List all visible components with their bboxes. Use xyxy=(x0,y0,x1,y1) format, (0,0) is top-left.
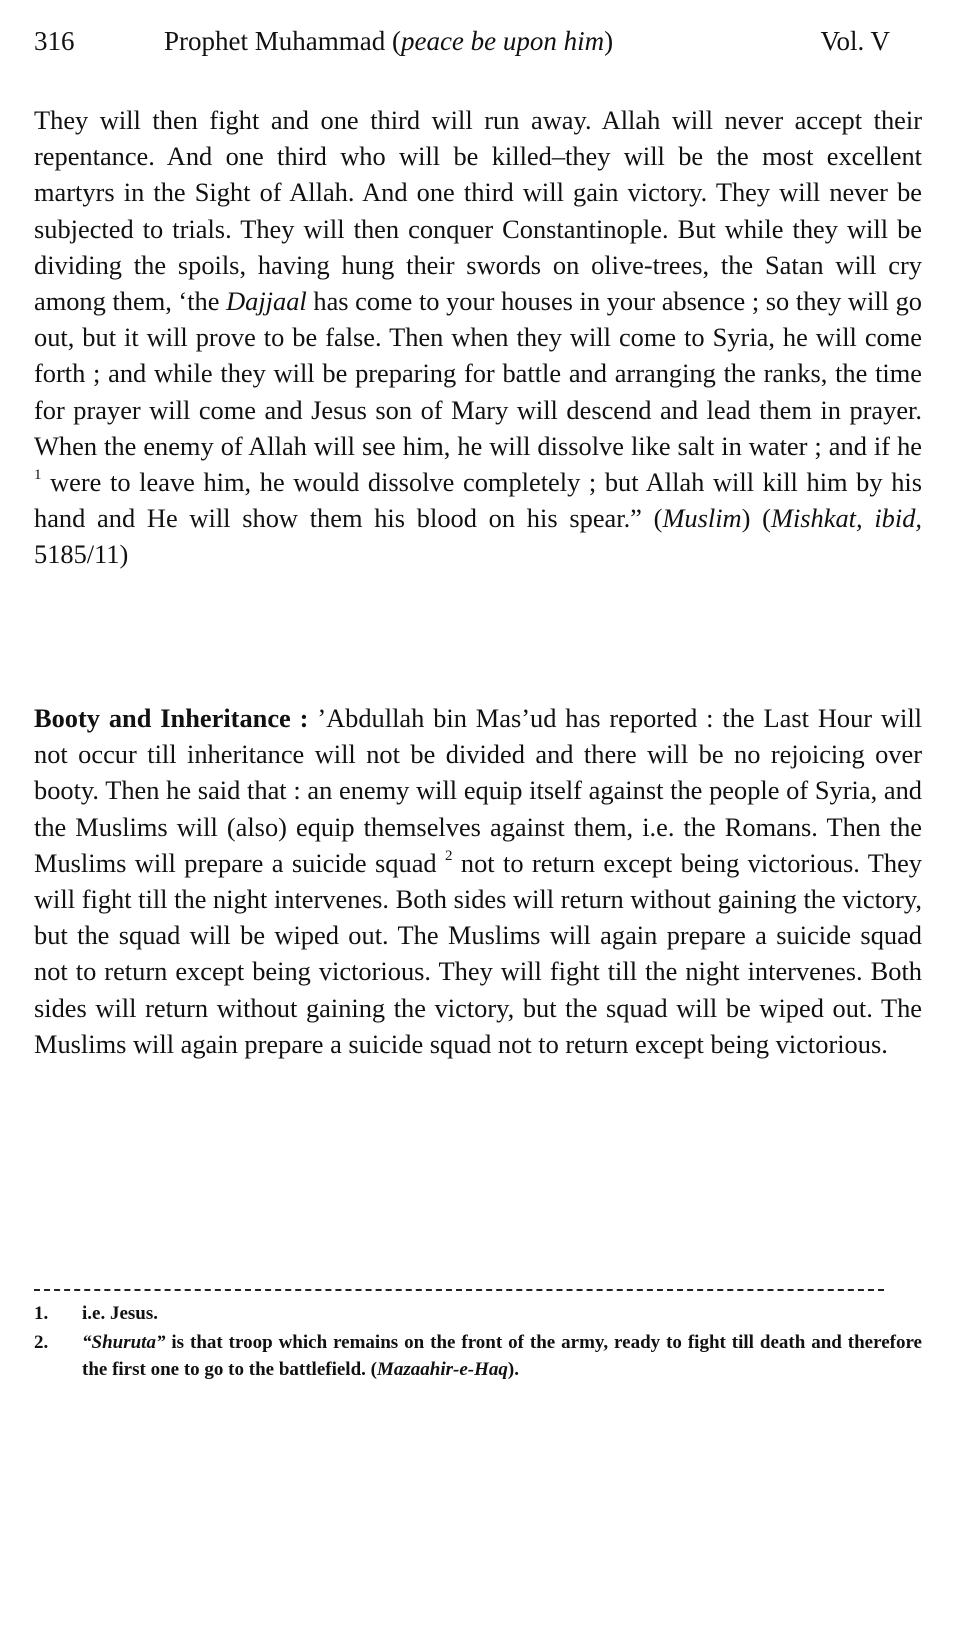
title-italic: peace be upon him xyxy=(400,26,605,56)
footnote-item xyxy=(34,1300,922,1327)
footnote-suffix: ). xyxy=(507,1359,519,1380)
para1-italic-muslim: Muslim xyxy=(662,503,742,534)
para2-text-a: ’Abdullah bin Mas’ud has reported : the Last Hour will not occur till inheritance will not be divided and there will be no rejoicing over booty. Then he said that : an enemy will equip itself against the people of Syria, and the Muslims will (also) equip themselves against them, i.e. the Romans. Then the Muslims will prepare a suicide squad xyxy=(34,703,922,878)
footnote-divider xyxy=(34,1289,884,1291)
footnote-text xyxy=(82,1329,922,1383)
para1-italic-mishkat: Mishkat, ibid, xyxy=(770,503,922,534)
footnote-term: “Shuruta” xyxy=(82,1332,166,1353)
paragraph-booty-inheritance xyxy=(34,700,922,1062)
footnote-item xyxy=(34,1329,922,1383)
section-heading: Booty and Inheritance : xyxy=(34,703,309,733)
page-number: 316 xyxy=(34,26,75,56)
footnote-body: is that troop which remains on the front of the army, ready to fight till death and therefore the first one to go to the battlefield. ( xyxy=(82,1332,922,1380)
footnote-number: 2. xyxy=(34,1332,49,1353)
para2-text-b: not to return except being victorious. They will fight till the night intervenes. Both sides will return without gaining the victory, but the squad will be wiped out. The Muslims will again prepare a suicide squad not to return except being victorious. They will fight till the night intervenes. Both sides will return without gaining the victory, but the squad will be wiped out. The Muslims will again prepare a suicide squad not to return except being victorious. xyxy=(34,847,922,1059)
para1-text-b: has come to your houses in your absence ; so they will go out, but it will prove to be false. Then when they will come to Syria, he will come forth ; and while they will be preparing for battle and arranging the ranks, the time for prayer will come and Jesus son of Mary will descend and lead them in prayer. When the enemy of Allah will see him, he will dissolve like salt in water ; and if he xyxy=(34,286,923,461)
footnote-ref-1[interactable]: 1 xyxy=(34,467,42,484)
title-text: Prophet Muhammad ( xyxy=(164,26,401,56)
footnote-text: i.e. Jesus. xyxy=(82,1303,158,1324)
running-title xyxy=(164,26,613,57)
page-header xyxy=(34,26,890,66)
title-close: ) xyxy=(604,26,614,56)
para1-text-c: were to leave him, he would dissolve completely ; but Allah will kill him by his hand and He will show them his blood on his spear.” ( xyxy=(34,467,922,534)
para1-text-a: They will then fight and one third will run away. Allah will never accept their repentance. And one third who will be killed–they will be the most excellent martyrs in the Sight of Allah. And one third will gain victory. They will never be subjected to trials. They will then conquer Constantinople. But while they will be dividing the spoils, having hung their swords on olive-trees, the Satan will cry among them, ‘the xyxy=(34,105,922,317)
footnotes xyxy=(34,1300,922,1385)
footnote-ref-2[interactable]: 2 xyxy=(445,847,453,864)
para1-text-d: ) ( xyxy=(741,503,771,534)
paragraph-hadith-continuation xyxy=(34,102,922,573)
footnote-source: Mazaahir-e-Haq xyxy=(376,1359,508,1380)
para1-text-e: 5185/11) xyxy=(34,539,129,570)
volume-label: Vol. V xyxy=(820,26,890,56)
para1-italic-dajjaal: Dajjaal xyxy=(226,286,307,317)
footnote-number: 1. xyxy=(34,1303,49,1324)
